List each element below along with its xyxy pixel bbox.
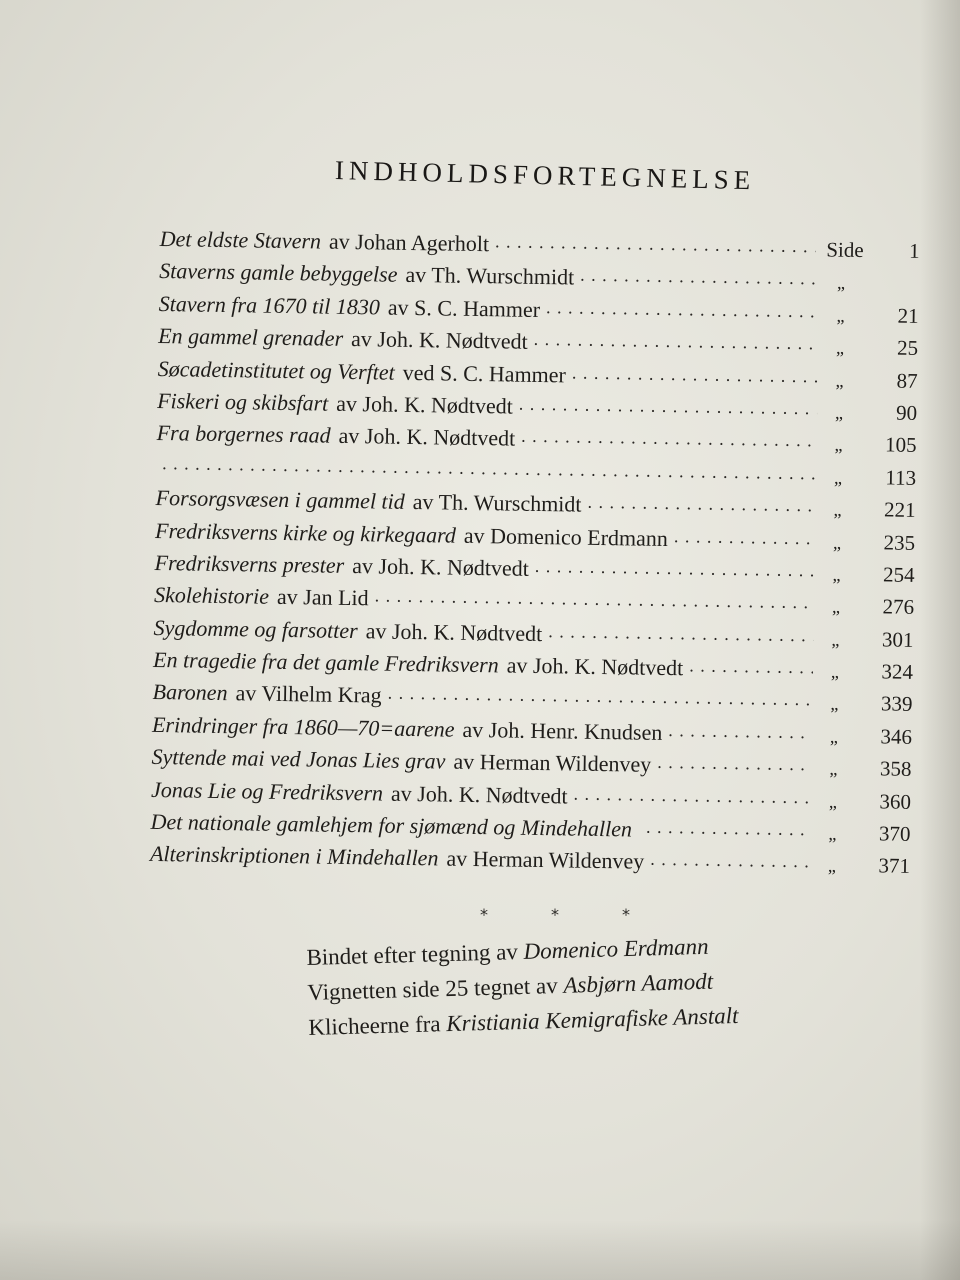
- dot-leader: [587, 488, 815, 516]
- dot-leader: [521, 422, 817, 451]
- ditto-mark: „: [827, 855, 837, 877]
- ditto-mark: „: [830, 694, 839, 715]
- toc-page-number: 254: [882, 562, 915, 587]
- toc-entry-title: Erindringer fra 1860—70=aarene: [151, 711, 455, 742]
- ditto-mark: „: [834, 434, 843, 456]
- toc-page-number: 370: [878, 821, 911, 846]
- toc-entry-title: Fra borgernes raad: [156, 420, 331, 449]
- side-label: Side: [826, 237, 864, 263]
- toc-page-number: 235: [883, 529, 916, 555]
- toc-entry-author: av Joh. K. Nødtvedt: [338, 423, 516, 451]
- toc-entry-author: av Jan Lid: [276, 584, 369, 611]
- ditto-mark: „: [833, 499, 842, 520]
- toc-entry-title: Alterinskriptionen i Mindehallen: [149, 841, 439, 871]
- credit-text: Bindet efter tegning av: [306, 939, 519, 970]
- ditto-mark: „: [832, 532, 842, 553]
- toc-entry-author: av Joh. K. Nødtvedt: [390, 780, 568, 809]
- toc-entry-title: En tragedie fra det gamle Fredriksvern: [152, 647, 499, 678]
- toc-page-number: 113: [885, 465, 917, 490]
- toc-entry-author: av Vilhelm Krag: [235, 680, 382, 709]
- ditto-mark: „: [829, 758, 838, 779]
- credit-name: Kristiania Kemigrafiske Anstalt: [445, 1002, 739, 1037]
- toc-entry-title: En gammel grenader: [158, 323, 344, 352]
- toc-page-number: 371: [878, 853, 911, 879]
- toc-entry-title: Fredriksverns kirke og kirkegaard: [154, 517, 457, 548]
- ditto-mark: „: [835, 337, 845, 358]
- toc-page-number: 21: [897, 303, 919, 328]
- toc-entry-title: Jonas Lie og Fredriksvern: [150, 776, 384, 806]
- toc-entry-author: av Joh. Henr. Knudsen: [462, 716, 663, 745]
- dot-leader: [668, 716, 812, 742]
- toc-entry-author: av Joh. K. Nødtvedt: [506, 652, 684, 681]
- toc-entry-title: Skolehistorie: [153, 582, 270, 610]
- toc-page-number: 25: [896, 335, 919, 361]
- dot-leader: [689, 651, 813, 677]
- separator-star: *: [480, 905, 488, 924]
- credit-text: Vignetten side 25 tegnet av: [307, 972, 558, 1005]
- dot-leader: [573, 779, 811, 807]
- toc-page-number: 105: [884, 432, 917, 458]
- toc-entry-title: Fiskeri og skibsfart: [157, 387, 329, 416]
- dot-leader: [674, 522, 816, 548]
- ditto-mark: „: [828, 791, 838, 812]
- dot-leader: [646, 813, 811, 840]
- separator-star: *: [622, 905, 630, 924]
- toc-page-number: 1: [908, 238, 920, 263]
- dot-leader: [535, 552, 815, 580]
- dot-leader: [572, 358, 818, 386]
- toc-page-number: 339: [880, 691, 913, 717]
- dot-leader: [650, 845, 810, 872]
- toc-entry-title: Baronen: [152, 679, 228, 706]
- toc-page-number: 90: [895, 400, 918, 425]
- toc-entry-author: av Joh. K. Nødtvedt: [352, 552, 530, 581]
- toc-page-number: 360: [879, 789, 912, 814]
- toc-page-number: 87: [896, 368, 918, 393]
- ditto-mark: „: [835, 370, 844, 391]
- dot-leader: [519, 390, 818, 419]
- ditto-mark: „: [834, 402, 844, 423]
- separator-stars: [480, 905, 630, 924]
- toc-entry-title: Stavern fra 1670 til 1830: [158, 290, 381, 320]
- toc-page-number: 276: [882, 594, 915, 620]
- toc-entry-author: av Th. Wurschmidt: [412, 489, 582, 517]
- toc-page-number: [863, 289, 919, 290]
- dot-leader: [548, 617, 814, 645]
- toc-page-number: 221: [883, 497, 916, 523]
- toc-page-number: 346: [880, 724, 913, 749]
- toc-entry-title: Det nationale gamlehjem for sjømænd og Mindehallen: [150, 808, 633, 842]
- credit-name: Domenico Erdmann: [523, 933, 709, 964]
- toc-page-number: 324: [881, 659, 914, 684]
- credit-text: Klicheerne fra: [308, 1011, 441, 1040]
- ditto-mark: „: [833, 467, 843, 488]
- toc-entry-title: Søcadetinstitutet og Verftet: [157, 355, 395, 385]
- toc-entry-title: Fredriksverns prester: [154, 549, 345, 578]
- ditto-mark: „: [829, 726, 839, 747]
- ditto-mark: „: [832, 564, 841, 585]
- toc-entry-author: av Joh. K. Nødtvedt: [336, 390, 514, 419]
- separator-star: *: [551, 905, 559, 924]
- toc-entry-title: Staverns gamle bebyggelse: [159, 258, 398, 288]
- toc-entry-title: Syttende mai ved Jonas Lies grav: [151, 744, 446, 774]
- toc-entry-title: Forsorgsvæsen i gammel tid: [155, 485, 405, 515]
- dot-leader: [546, 293, 819, 321]
- dot-leader: [580, 261, 819, 289]
- toc-page-number: 358: [879, 756, 912, 782]
- toc-entry-author: av Herman Wildenvey: [446, 846, 645, 875]
- ditto-mark: „: [831, 596, 841, 618]
- credits-block: [306, 924, 869, 1045]
- page-title: INDHOLDSFORTEGNELSE: [334, 155, 756, 196]
- dot-leader: [657, 748, 812, 774]
- ditto-mark: „: [831, 629, 840, 650]
- toc-entry-author: av Th. Wurschmidt: [405, 262, 575, 290]
- toc-entry-title: Sygdomme og farsotter: [153, 614, 358, 643]
- toc-entry-author: av S. C. Hammer: [387, 294, 541, 322]
- toc-entry-author: av Herman Wildenvey: [453, 748, 652, 778]
- toc-entry-author: av Joh. K. Nødtvedt: [365, 617, 543, 646]
- toc-entry-title: Det eldste Stavern: [159, 225, 322, 254]
- page-shadow: [0, 1220, 960, 1280]
- ditto-mark: „: [828, 823, 837, 844]
- toc-entry-author: av Joh. K. Nødtvedt: [350, 326, 528, 354]
- table-of-contents: [150, 222, 920, 882]
- toc-page-number: 301: [881, 627, 914, 652]
- toc-entry-author: ved S. C. Hammer: [402, 359, 567, 387]
- dot-leader: [495, 227, 816, 256]
- credit-name: Asbjørn Aamodt: [563, 968, 714, 998]
- page-shadow: [920, 0, 960, 1280]
- toc-entry-author: av Johan Agerholt: [328, 228, 490, 257]
- dot-leader: [534, 325, 819, 353]
- toc-entry-author: av Domenico Erdmann: [463, 522, 669, 551]
- ditto-mark: „: [836, 273, 846, 294]
- ditto-mark: „: [830, 661, 840, 682]
- ditto-mark: „: [836, 305, 845, 326]
